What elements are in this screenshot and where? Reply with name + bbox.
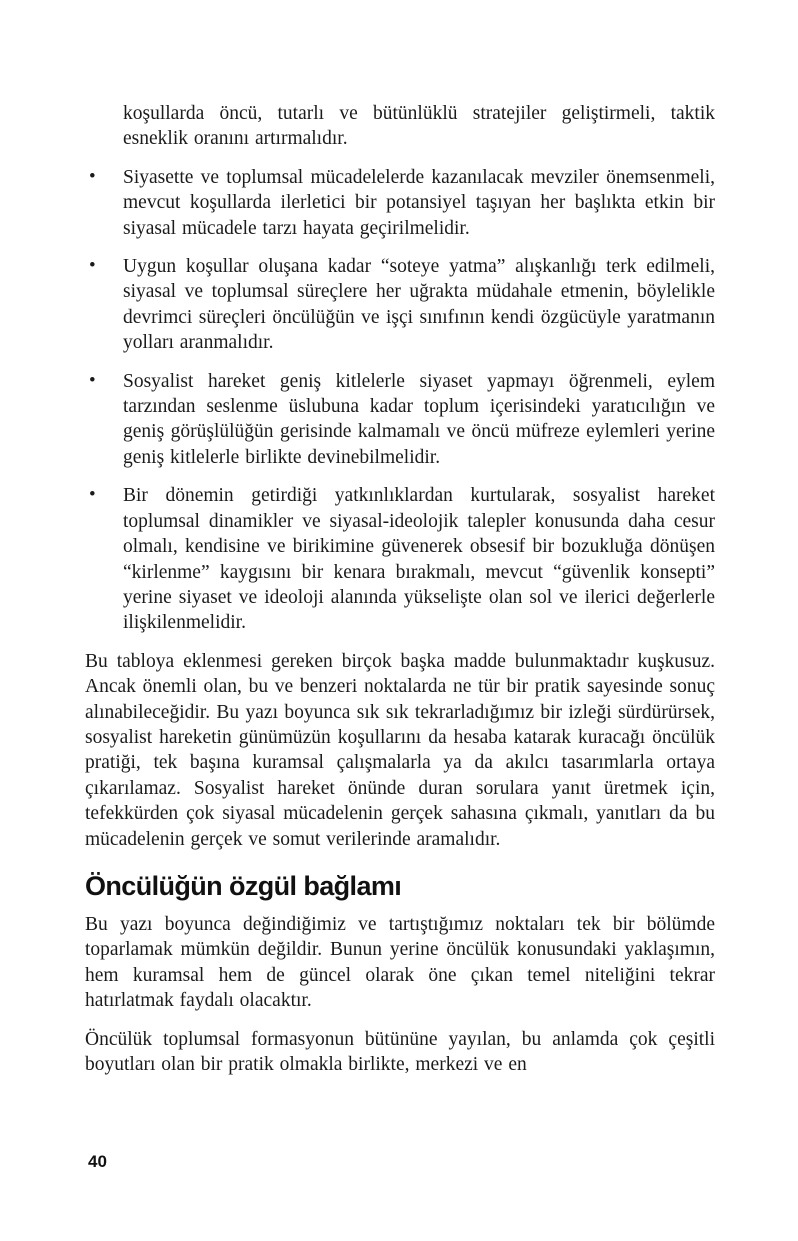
list-item bbox=[85, 254, 715, 356]
paragraph: Bu tabloya eklenmesi gereken birçok başka madde bulunmaktadır kuşkusuz. Ancak önemli olan, bu ve benzeri noktalarda ne tür bir pratik sayesinde sonuç alınabileceğidir. Bu yazı boyunca sık sık tekrarladığımız bir izleği sürdürürsek, sosyalist hareketin günümüzün koşullarını da hesaba katarak kuracağı öncülük pratiği, tek başına kuramsal çalışmalarla ya da akılcı tasarımlarla ortaya çıkarılamaz. Sosyalist hareket önünde duran sorulara yanıt üretmek için, tefekkürden çok siyasal mücadelenin gerçek sahasına çıkmalı, yanıtları da bu mücadelenin gerçek ve somut verilerinde aramalıdır. bbox=[85, 650, 715, 850]
paragraph: Bu yazı boyunca değindiğimiz ve tartıştığımız noktaları tek bir bölümde toparlamak mümkün değildir. Bunun yerine öncülük konusundaki yaklaşımın, hem kuramsal hem de güncel olarak öne çıkan temel niteliğini tekrar hatırlatmak faydalı olacaktır. bbox=[85, 913, 715, 1012]
bullet-icon: • bbox=[89, 484, 96, 506]
section-heading: Öncülüğün özgül bağlamı bbox=[85, 870, 402, 901]
list-item bbox=[85, 165, 715, 241]
text-block bbox=[85, 101, 715, 1090]
page-number: 40 bbox=[88, 1152, 107, 1171]
bullet-text: Bir dönemin getirdiği yatkınlıklardan kurtularak, sosyalist hareket toplumsal dinamikler ve siyasal-ideolojik talepler konusunda daha cesur olmalı, kendisine ve birikimine güvenerek obsesif bir bozukluğa dönüşen “kirlenme” kaygısını bir kenara bırakmalı, mevcut “güvenlik konsepti” yerine siyaset ve ideoloji alanında yükselişte olan sol ve ilerici değerlerle ilişkilenmelidir. bbox=[123, 485, 715, 634]
bullet-text: Sosyalist hareket geniş kitlelerle siyaset yapmayı öğrenmeli, eylem tarzından seslenme üslubuna kadar toplum içerisindeki yaratıcılığın ve geniş görüşlülüğün gerisinde kalmamalı ve öncü müfreze eylemleri yerine geniş kitlelerle birlikte devinebilmelidir. bbox=[123, 370, 715, 468]
list-item bbox=[85, 369, 715, 471]
bullet-text: Siyasette ve toplumsal mücadelelerde kazanılacak mevziler önemsenmeli, mevcut koşullarda ilerletici bir potansiyel taşıyan her başlıkta etkin bir siyasal mücadele tarzı hayata geçirilmelidir. bbox=[123, 166, 715, 239]
paragraph: Öncülük toplumsal formasyonun bütününe yayılan, bu anlamda çok çeşitli boyutları olan bir pratik olmakla birlikte, merkezi ve en bbox=[85, 1028, 715, 1075]
paragraph-continuation: koşullarda öncü, tutarlı ve bütünlüklü stratejiler geliştirmeli, taktik esneklik oranını artırmalıdır. bbox=[123, 103, 715, 150]
bullet-text: Uygun koşullar oluşana kadar “soteye yatma” alışkanlığı terk edilmeli, siyasal ve toplumsal süreçlere her uğrakta müdahale etmenin, böylelikle devrimci süreçleri öncülüğün ve işçi sınıfının kendi özgücüyle yaratmanın yolları aranmalıdır. bbox=[123, 256, 715, 354]
bullet-icon: • bbox=[89, 369, 96, 391]
bullet-icon: • bbox=[89, 255, 96, 277]
list-item bbox=[85, 483, 715, 635]
bullet-icon: • bbox=[89, 165, 96, 187]
